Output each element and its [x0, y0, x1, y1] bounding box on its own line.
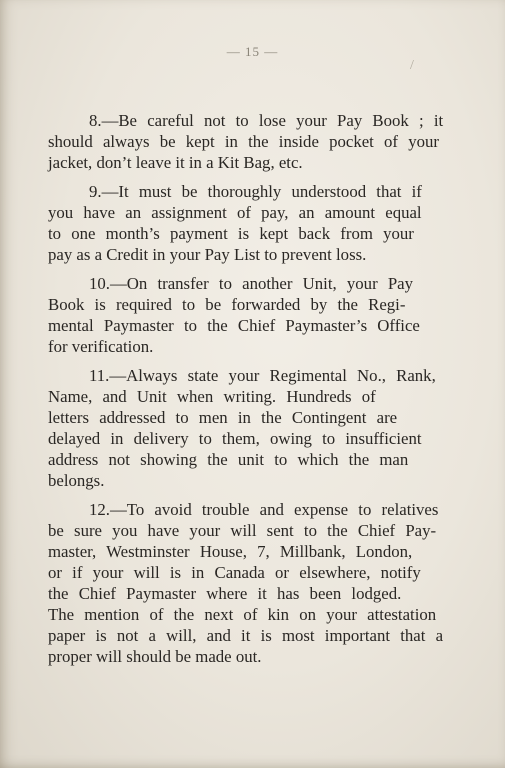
text-line: delayed in delivery to them, owing to insufficient	[48, 429, 422, 448]
text-line: 9.—It must be thoroughly understood that if	[89, 182, 422, 201]
text-line: 11.—Always state your Regimental No., Rank,	[89, 366, 436, 385]
text-line: master, Westminster House, 7, Millbank, London,	[48, 542, 413, 561]
text-line: Name, and Unit when writing. Hundreds of	[48, 387, 376, 406]
text-line: address not showing the unit to which the man	[48, 450, 409, 469]
text-line: or if your will is in Canada or elsewhere, notify	[48, 563, 421, 582]
text-line: the Chief Paymaster where it has been lodged.	[48, 584, 402, 603]
text-line: The mention of the next of kin on your attestation	[48, 605, 437, 624]
text-line: be sure you have your will sent to the Chief Pay-	[48, 521, 437, 540]
page-number: — 15 —	[226, 44, 279, 59]
text-line: letters addressed to men in the Contingent are	[48, 408, 398, 427]
text-line: should always be kept in the inside pocket of your	[48, 132, 439, 151]
stray-mark: /	[410, 58, 414, 73]
text-line: Book is required to be forwarded by the Regi-	[48, 295, 406, 314]
text-line: to one month’s payment is kept back from your	[48, 224, 414, 243]
text-line: 8.—Be careful not to lose your Pay Book ; it	[89, 111, 444, 130]
text-line: 10.—On transfer to another Unit, your Pay	[89, 274, 414, 293]
text-line: belongs.	[48, 471, 105, 490]
text-line: 12.—To avoid trouble and expense to relatives	[89, 500, 439, 519]
text-line: jacket, don’t leave it in a Kit Bag, etc.	[48, 153, 303, 172]
text-line: you have an assignment of pay, an amount equal	[48, 203, 422, 222]
text-line: paper is not a will, and it is most important that a	[48, 626, 444, 645]
text-line: pay as a Credit in your Pay List to prevent loss.	[48, 245, 367, 264]
text-line: proper will should be made out.	[48, 647, 262, 666]
text-line: mental Paymaster to the Chief Paymaster’s Office	[48, 316, 420, 335]
text-line: for verification.	[48, 337, 154, 356]
